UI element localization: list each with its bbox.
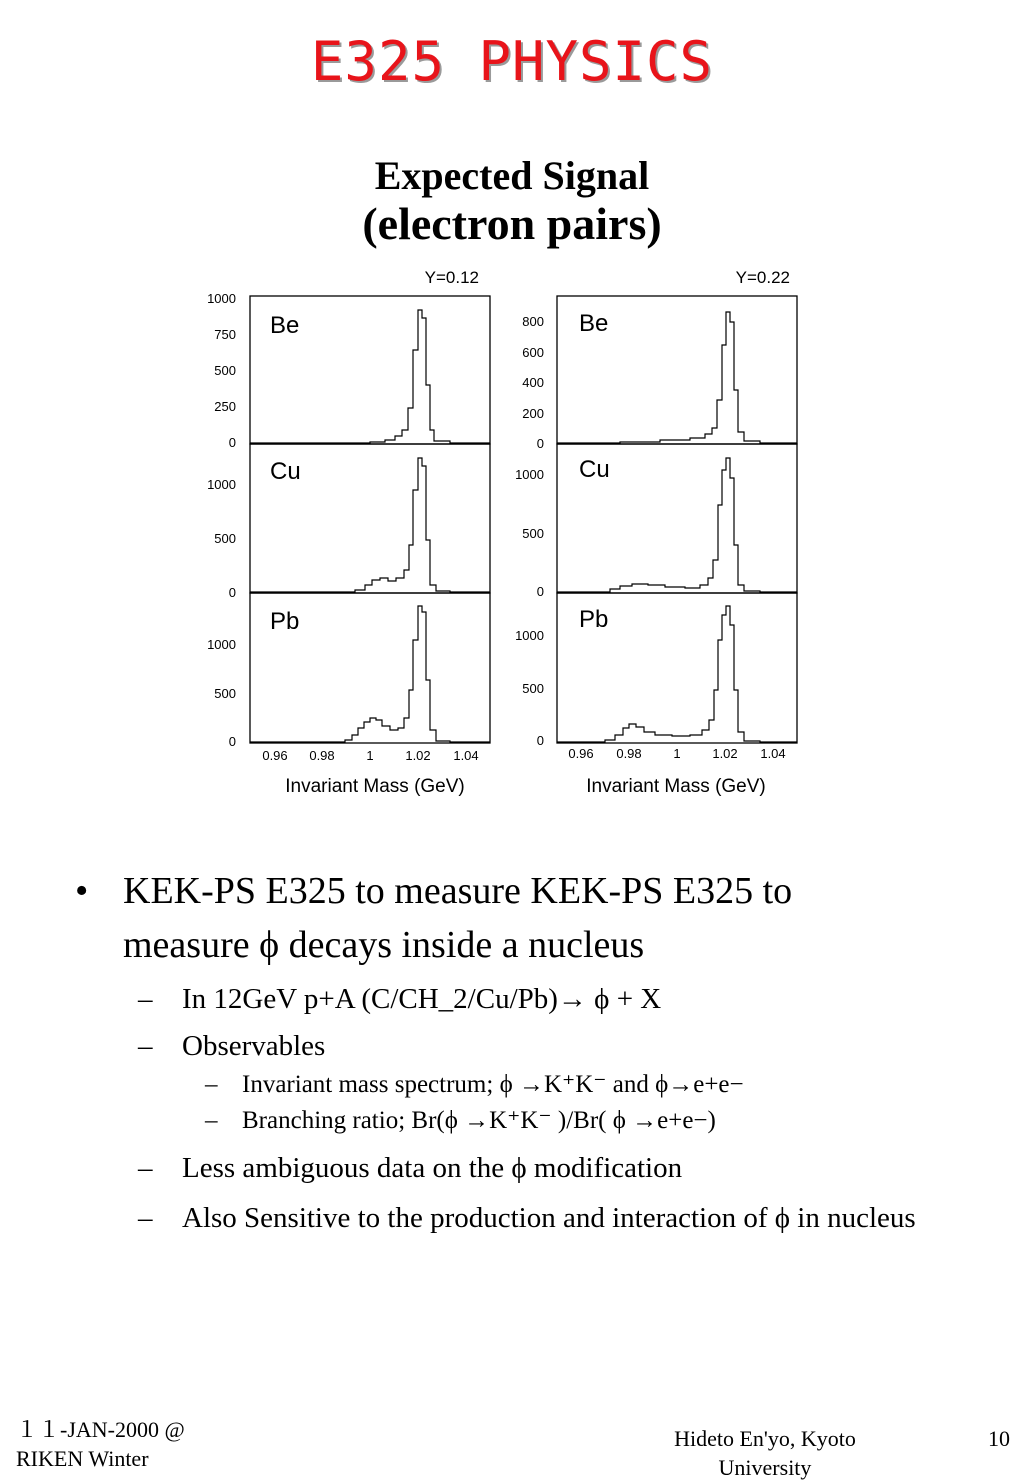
footer-date-line2: RIKEN Winter: [16, 1446, 149, 1471]
svg-text:400: 400: [522, 375, 544, 390]
footer-author-line2: University: [718, 1455, 812, 1480]
panel-col2-be: [522, 296, 797, 451]
figure-heading: Expected Signal: [374, 153, 650, 198]
footer-author: [615, 1424, 915, 1482]
panel-target: Be: [579, 310, 609, 337]
panel-col1-pb: [207, 593, 490, 763]
svg-text:500: 500: [214, 686, 236, 701]
svg-text:500: 500: [214, 363, 236, 378]
svg-text:0: 0: [228, 585, 236, 600]
svg-text:0.96: 0.96: [568, 746, 594, 761]
svg-text:1000: 1000: [207, 637, 236, 652]
column-label: Y=0.22: [735, 268, 790, 287]
dash-icon: –: [205, 1107, 218, 1134]
svg-text:0.96: 0.96: [262, 748, 288, 763]
sub-sub-bullet-text: Invariant mass spectrum; ϕ →K⁺K⁻ and ϕ→e+e−: [242, 1071, 744, 1098]
svg-text:800: 800: [522, 314, 544, 329]
svg-text:0: 0: [536, 733, 544, 748]
svg-text:0: 0: [536, 584, 544, 599]
svg-text:250: 250: [214, 399, 236, 414]
svg-text:1: 1: [366, 748, 374, 763]
svg-text:500: 500: [214, 531, 236, 546]
sub-bullet-text: Also Sensitive to the production and interaction of ϕ in nucleus: [182, 1202, 916, 1234]
svg-text:1.04: 1.04: [453, 748, 479, 763]
dash-icon: –: [138, 1152, 153, 1184]
footer-author-line1: Hideto En'yo, Kyoto: [674, 1426, 856, 1451]
svg-text:1.04: 1.04: [760, 746, 786, 761]
svg-text:0: 0: [228, 734, 236, 749]
svg-text:1000: 1000: [207, 477, 236, 492]
sub-bullet-text: Observables: [182, 1030, 326, 1062]
panel-col1-be: [207, 291, 490, 450]
column-label: Y=0.12: [424, 268, 479, 287]
svg-text:1000: 1000: [515, 467, 544, 482]
svg-text:500: 500: [522, 681, 544, 696]
panel-col1-cu: [207, 444, 490, 600]
svg-text:1000: 1000: [207, 291, 236, 306]
svg-text:1: 1: [673, 746, 681, 761]
x-axis-label: Invariant Mass (GeV): [586, 776, 766, 797]
svg-text:500: 500: [522, 526, 544, 541]
svg-text:1000: 1000: [515, 628, 544, 643]
svg-text:1.02: 1.02: [405, 748, 431, 763]
bullet-dot-icon: •: [75, 870, 89, 912]
sub-bullet-text: Less ambiguous data on the ϕ modification: [182, 1152, 683, 1184]
svg-text:0.98: 0.98: [309, 748, 335, 763]
svg-text:0: 0: [228, 435, 236, 450]
slide-title: E325 PHYSICS: [310, 30, 714, 93]
dash-icon: –: [138, 1030, 153, 1062]
svg-text:200: 200: [522, 406, 544, 421]
x-axis-label: Invariant Mass (GeV): [285, 776, 465, 797]
panel-target: Be: [270, 312, 300, 339]
sub-sub-bullet-text: Branching ratio; Br(ϕ →K⁺K⁻ )/Br( ϕ →e+e−): [242, 1107, 716, 1134]
svg-text:0: 0: [536, 436, 544, 451]
panel-target: Pb: [579, 606, 609, 633]
footer-date-line1: １１-JAN-2000 @: [16, 1417, 185, 1442]
dash-icon: –: [138, 983, 153, 1015]
svg-text:600: 600: [522, 345, 544, 360]
svg-text:1.02: 1.02: [712, 746, 738, 761]
dash-icon: –: [205, 1071, 218, 1098]
svg-text:0.98: 0.98: [616, 746, 642, 761]
svg-text:750: 750: [214, 327, 236, 342]
page-number: 10: [988, 1426, 1010, 1451]
panel-col2-pb: [515, 593, 797, 761]
panel-target: Cu: [270, 458, 301, 485]
sub-bullet-text: In 12GeV p+A (C/CH_2/Cu/Pb)→ ϕ + X: [182, 983, 662, 1015]
figure-subheading: (electron pairs): [362, 198, 662, 249]
bullet-main-text: KEK-PS E325 to measure KEK-PS E325 to measure ϕ decays inside a nucleus: [123, 870, 793, 966]
panel-col2-cu: [515, 444, 797, 599]
dash-icon: –: [138, 1202, 153, 1234]
panel-target: Pb: [270, 608, 300, 635]
panel-target: Cu: [579, 456, 610, 483]
footer-date: [16, 1415, 276, 1473]
